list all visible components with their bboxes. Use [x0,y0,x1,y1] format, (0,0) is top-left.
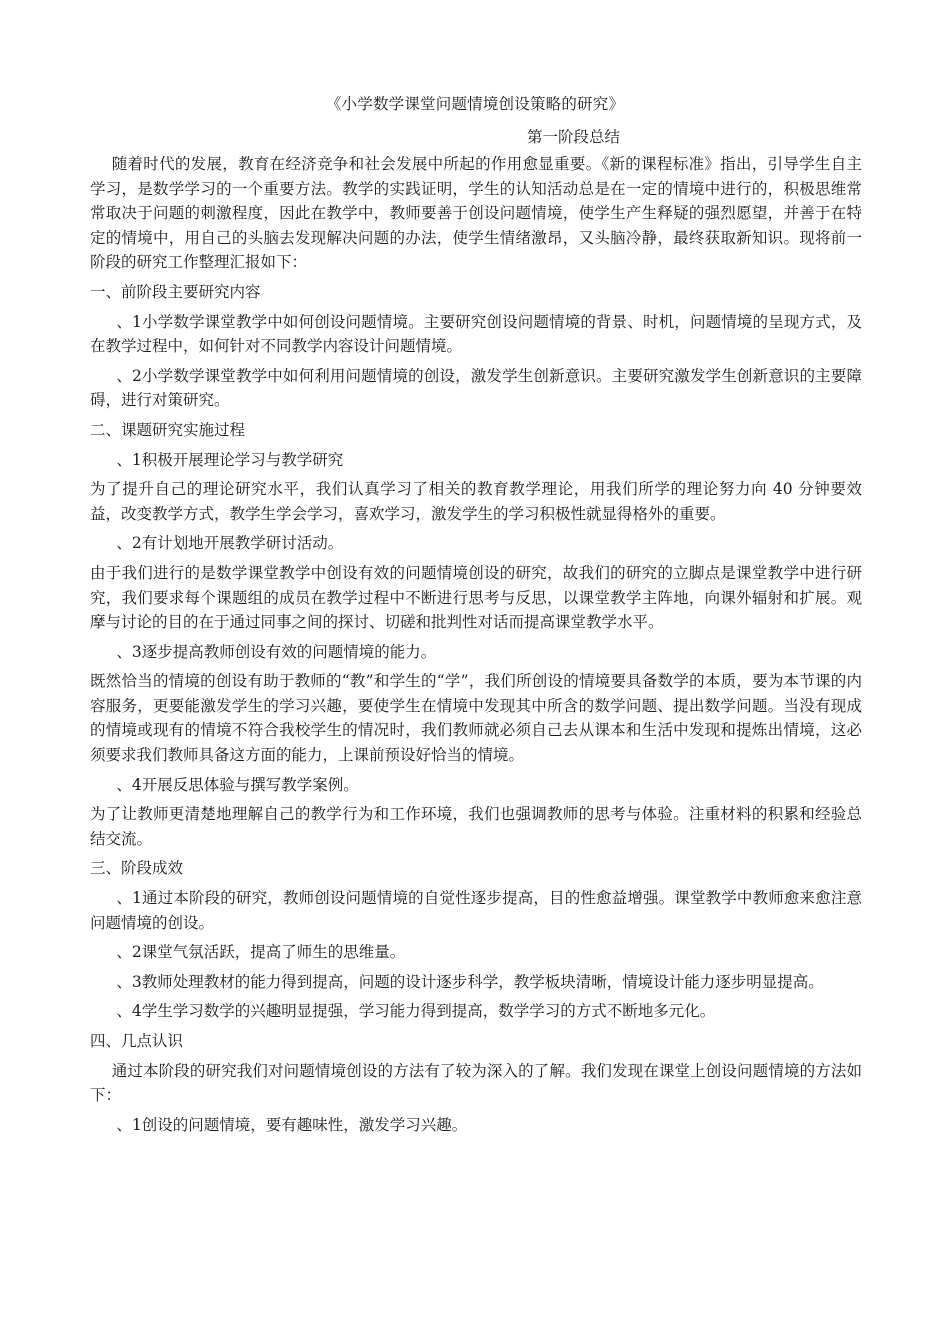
intro-paragraph: 随着时代的发展，教育在经济竞争和社会发展中所起的作用愈显重要。《新的课程标准》指出，引导学生自主学习，是数学学习的一个重要方法。教学的实践证明，学生的认知活动总是在一定的情境中进行的，积极思维常常取决于问题的刺激程度，因此在教学中，教师要善于创设问题情境，使学生产生释疑的强烈愿望，并善于在特定的情境中，用自己的头脑去发现解决问题的办法，使学生情绪激昂，又头脑冷静，最终获取新知识。现将前一阶段的研究工作整理汇报如下： [90,155,862,272]
list-item: 、2有计划地开展教学研讨活动。 [116,534,344,553]
list-item: 、4学生学习数学的兴趣明显提强，学习能力得到提高，数学学习的方式不断地多元化。 [116,1002,716,1021]
paragraph: 既然恰当的情境的创设有助于教师的“教”和学生的“学”，我们所创设的情境要具备数学的本质，要为本节课的内容服务，更要能激发学生的学习兴趣，要使学生在情境中发现其中所含的数学问题、提出数学问题。当没有现成的情境或现有的情境不符合我校学生的情况时，我们教师就必须自己去从课本和生活中发现和提炼出情境，这必须要求我们教师具备这方面的能力，上课前预设好恰当的情境。 [90,672,862,765]
list-item: 、4开展反思体验与撰写教学案例。 [116,775,359,794]
section-heading: 三、阶段成效 [90,859,184,878]
paragraph: 由于我们进行的是数学课堂教学中创设有效的问题情境创设的研究，故我们的研究的立脚点是课堂教学中进行研究，我们要求每个课题组的成员在教学过程中不断进行思考与反思，以课堂教学主阵地，向课外辐射和扩展。观摩与讨论的目的在于通过同事之间的探讨、切磋和批判性对话而提高课堂教学水平。 [90,563,862,632]
document-title: 《小学数学课堂问题情境创设策略的研究》 [325,95,625,113]
list-item: 、1创设的问题情境，要有趣味性，激发学习兴趣。 [116,1115,468,1134]
list-item: 、2课堂气氛活跃，提高了师生的思维量。 [116,943,406,962]
paragraph: 为了提升自己的理论研究水平，我们认真学习了相关的教育教学理论，用我们所学的理论努力向 40 分钟要效益，改变教学方式，教学生学会学习，喜欢学习，激发学生的学习积极性就显得格外的重要。 [90,480,862,523]
list-item: 、3逐步提高教师创设有效的问题情境的能力。 [116,642,437,661]
list-item: 、1通过本阶段的研究，教师创设问题情境的自觉性逐步提高，目的性愈益增强。课堂教学中教师愈来愈注意问题情境的创设。 [90,889,862,932]
list-item: 、1积极开展理论学习与教学研究 [116,450,344,469]
section-heading: 四、几点认识 [90,1032,184,1050]
list-item: 、3教师处理教材的能力得到提高，问题的设计逐步科学，教学板块清晰，情境设计能力逐步明显提高。 [116,972,824,991]
paragraph: 为了让教师更清楚地理解自己的教学行为和工作环境，我们也强调教师的思考与体验。注重材料的积累和经验总结交流。 [90,805,862,848]
section-heading: 一、前阶段主要研究内容 [90,282,261,301]
document-body [90,152,862,1142]
list-item: 、2小学数学课堂教学中如何利用问题情境的创设，激发学生创新意识。主要研究激发学生创新意识的主要障碍，进行对策研究。 [90,366,862,410]
section-heading: 二、课题研究实施过程 [90,420,246,439]
document-subtitle: 第一阶段总结 [527,128,621,146]
list-item: 、1小学数学课堂教学中如何创设问题情境。主要研究创设问题情境的背景、时机，问题情境的呈现方式，及在教学过程中，如何针对不同教学内容设计问题情境。 [90,312,862,356]
paragraph: 通过本阶段的研究我们对问题情境创设的方法有了较为深入的了解。我们发现在课堂上创设问题情境的方法如下： [90,1061,862,1105]
